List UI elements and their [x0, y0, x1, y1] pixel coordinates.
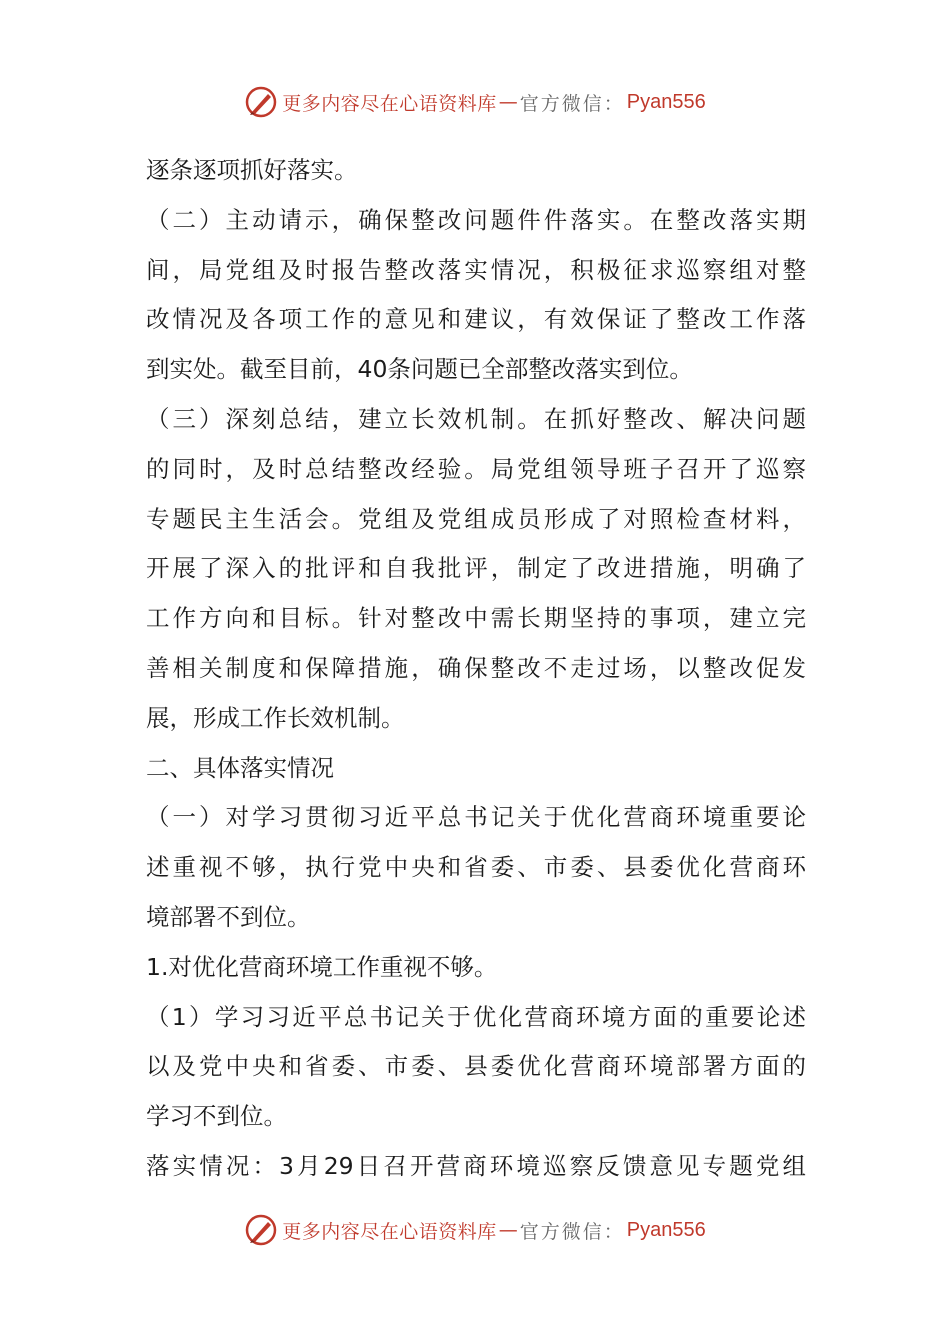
- text-line: 以及党中央和省委、市委、县委优化营商环境部署方面的: [146, 1052, 806, 1081]
- text-line: （1）学习习近平总书记关于优化营商环境方面的重要论述: [146, 1002, 806, 1031]
- pen-logo-icon: [244, 1213, 278, 1247]
- text-line: 间，局党组及时报告整改落实情况，积极征求巡察组对整: [146, 255, 806, 284]
- banner-handle: Pyan556: [626, 90, 706, 113]
- text-line: 述重视不够，执行党中央和省委、市委、县委优化营商环: [146, 853, 806, 882]
- text-line: 展，形成工作长效机制。: [146, 703, 405, 732]
- text-line: （三）深刻总结，建立长效机制。在抓好整改、解决问题: [146, 404, 806, 433]
- banner-dash: —: [498, 91, 518, 113]
- banner-prefix: 更多内容尽在心语资料库: [282, 1220, 497, 1243]
- text-line: 专题民主生活会。党组及党组成员形成了对照检查材料，: [146, 504, 806, 533]
- text-line: 的同时，及时总结整改经验。局党组领导班子召开了巡察: [146, 454, 806, 483]
- text-line: 工作方向和目标。针对整改中需长期坚持的事项，建立完: [146, 604, 806, 633]
- text-line: 开展了深入的批评和自我批评，制定了改进措施，明确了: [146, 554, 806, 583]
- footer-watermark-banner: [0, 1210, 950, 1250]
- banner-prefix: 更多内容尽在心语资料库: [282, 92, 497, 115]
- text-line: 到实处。截至目前，40条问题已全部整改落实到位。: [146, 355, 693, 384]
- banner-handle: Pyan556: [626, 1218, 706, 1241]
- text-line: 改情况及各项工作的意见和建议，有效保证了整改工作落: [146, 305, 806, 334]
- text-line: 学习不到位。: [146, 1102, 287, 1131]
- section-heading: 二、具体落实情况: [146, 753, 334, 782]
- pen-logo-icon: [244, 85, 278, 119]
- text-line: 善相关制度和保障措施，确保整改不走过场，以整改促发: [146, 653, 806, 682]
- header-watermark-banner: [0, 82, 950, 122]
- text-line: 1.对优化营商环境工作重视不够。: [146, 952, 498, 981]
- text-line: 境部署不到位。: [146, 902, 311, 931]
- banner-dash: —: [498, 1219, 518, 1241]
- text-line: （二）主动请示，确保整改问题件件落实。在整改落实期: [146, 205, 806, 234]
- document-body: [146, 146, 806, 1192]
- text-line: （一）对学习贯彻习近平总书记关于优化营商环境重要论: [146, 803, 806, 832]
- banner-label: 官方微信：: [519, 92, 625, 115]
- text-line: 逐条逐项抓好落实。: [146, 156, 358, 184]
- text-line: 落实情况：3月29日召开营商环境巡察反馈意见专题党组: [146, 1151, 806, 1180]
- banner-label: 官方微信：: [519, 1220, 625, 1243]
